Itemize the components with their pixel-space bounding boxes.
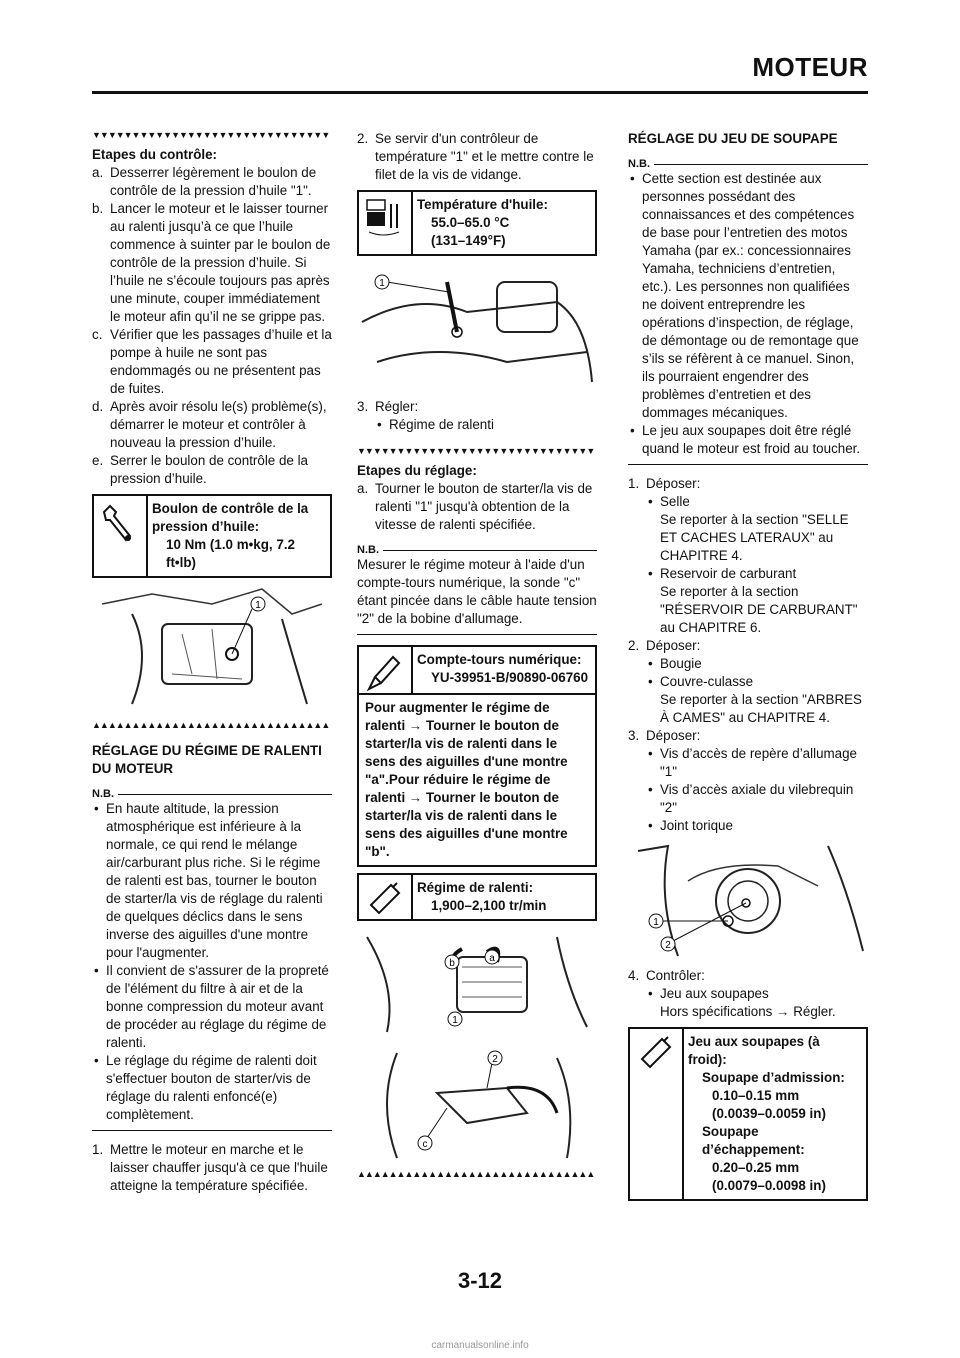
idle-spec-box [357, 873, 597, 921]
list-item: • Cette section est destinée aux personnes possédant des connaissances et des compétences de base pour l’entretien des motos Yamaha (par ex.: concessionnaires Yamaha, techniciens d’entretien, etc.). Les personnes non qualifiées ne doivent entreprendre les opérations d’inspection, de réglage, de démontage ou de remontage que s’ils se réfèrent à ce manuel. Sinon, ils pourraient engendrer des problèmes d’entretien et des dommages mécaniques. [630, 171, 859, 420]
nb-end-rule [357, 634, 597, 635]
section-title-idle: RÉGLAGE DU RÉGIME DE RALENTI DU MOTEUR [92, 743, 322, 776]
list-item: • En haute altitude, la pression atmosphérique est inférieure à la normale, ce qui rend le mélange air/carburant plus riche. Si le régime de ralenti est bas, tourner le bouton de starter/la vis de réglage du ralenti de quelques déclics dans le sens inverse des aiguilles d'une montre pour l'augmenter. [94, 801, 323, 960]
spec-label: Compte-tours numérique: [417, 652, 582, 667]
nb-label: N.B. [92, 788, 332, 800]
spec-value: 10 Nm (1.0 m•kg, 7.2 ft•lb) [166, 537, 295, 570]
wrench-icon [359, 875, 413, 919]
nb-end-rule [628, 464, 868, 465]
list-item: • Joint torique [648, 818, 733, 833]
callout-b: b [449, 958, 455, 969]
list-item: c. Vérifier que les passages d’huile et la pompe à huile ne sont pas endommagés ou ne présentent pas de fuites. [92, 327, 332, 396]
page-number: 3-12 [457, 1268, 503, 1293]
nb-label: N.B. [628, 158, 868, 170]
tachometer-probe-figure [357, 1043, 597, 1163]
valve-clearance-spec-box [628, 1027, 868, 1201]
spec-value: 0.20–0.25 mm [712, 1160, 800, 1175]
tool-spec-box [357, 645, 597, 695]
list-item: • Il convient de s'assurer de la propreté de l'élément du filtre à air et de la bonne compression du moteur avant de procéder au réglage du régime de ralenti. [94, 963, 329, 1050]
list-item: • Régime de ralenti [377, 417, 494, 432]
spec-label: Jeu aux soupapes (à froid): [688, 1034, 820, 1067]
watermark: carmanualsonline.info [431, 1340, 529, 1351]
nb-end-rule [92, 1130, 332, 1131]
oil-pressure-bolt-figure [92, 584, 332, 714]
wrench-icon [630, 1029, 684, 1199]
steps-end-marker: ▲▲▲▲▲▲▲▲▲▲▲▲▲▲▲▲▲▲▲▲▲▲▲▲▲▲▲▲▲▲ [357, 1169, 595, 1179]
steps-title: Etapes du réglage: [357, 463, 477, 478]
thermometer-icon [359, 192, 413, 254]
tool-icon [359, 647, 413, 693]
spec-value: 0.10–0.15 mm [712, 1088, 800, 1103]
list-item: e. Serrer le boulon de contrôle de la pression d’huile. [92, 453, 309, 486]
column-left [92, 130, 332, 1195]
adjustment-instructions: Pour augmenter le régime de ralenti → Tourner le bouton de starter/la vis de ralenti dans le sens des aiguilles d'une montre "a".Pour réduire le régime de ralenti → Tourner le bouton de starter/la vis de ralenti dans le sens des aiguilles d'une montre "b". [357, 695, 597, 867]
idle-screw-figure [357, 927, 597, 1037]
spec-label: Boulon de contrôle de la pression d’huile: [152, 501, 309, 534]
spec-value: 1,900–2,100 tr/min [431, 898, 547, 913]
list-item: 2. Déposer: [628, 638, 701, 653]
steps-start-marker: ▼▼▼▼▼▼▼▼▼▼▼▼▼▼▼▼▼▼▼▼▼▼▼▼▼▼▼▼▼▼ [357, 446, 595, 456]
list-item: 1. Mettre le moteur en marche et le laisser chauffer jusqu'à ce que l'huile atteigne la température spécifiée. [92, 1142, 328, 1193]
exhaust-label: Soupape d’échappement: [702, 1124, 805, 1157]
callout-2: 2 [665, 940, 671, 951]
list-item: • Selle Se reporter à la section "SELLE ET CACHES LATERAUX" au CHAPITRE 4. [648, 494, 849, 563]
list-item: • Couvre-culasse Se reporter à la section "ARBRES À CAMES" au CHAPITRE 4. [648, 674, 862, 725]
spec-value: (131–149°F) [431, 233, 506, 248]
list-item: • Jeu aux soupapes Hors spécifications → Régler. [648, 986, 836, 1019]
list-item: 4. Contrôler: [628, 968, 705, 983]
crankcase-figure [628, 841, 868, 961]
temperature-spec-box [357, 190, 597, 256]
wrench-icon [94, 496, 148, 576]
list-item: • Le jeu aux soupapes doit être réglé quand le moteur est froid au toucher. [630, 423, 861, 456]
nb-label: N.B. [357, 544, 597, 556]
oil-temperature-figure [357, 262, 597, 392]
list-item: • Vis d’accès de repère d’allumage "1" [648, 746, 858, 779]
list-item: a. Desserrer légèrement le boulon de contrôle de la pression d’huile "1". [92, 165, 317, 198]
column-middle [357, 130, 597, 1179]
section-title-valve: RÉGLAGE DU JEU DE SOUPAPE [628, 131, 838, 146]
list-item: • Bougie [648, 656, 702, 671]
torque-spec-box [92, 494, 332, 578]
page-title: MOTEUR [752, 52, 868, 82]
steps-title: Etapes du contrôle: [92, 147, 217, 162]
list-item: d. Après avoir résolu le(s) problème(s), démarrer le moteur et contrôler à nouveau la pression d’huile. [92, 399, 327, 450]
spec-label: Régime de ralenti: [417, 880, 534, 895]
list-item: a. Tourner le bouton de starter/la vis de ralenti "1" jusqu'à obtention de la vitesse de ralenti spécifiée. [357, 481, 593, 532]
steps-start-marker: ▼▼▼▼▼▼▼▼▼▼▼▼▼▼▼▼▼▼▼▼▼▼▼▼▼▼▼▼▼▼ [92, 130, 330, 140]
list-item: 1. Déposer: [628, 476, 701, 491]
callout-1: 1 [452, 1015, 458, 1026]
nb-text: Mesurer le régime moteur à l'aide d'un compte-tours numérique, la sonde "c" étant pincée dans le câble haute tension "2" de la bobine d'allumage. [357, 557, 597, 626]
list-item: • Reservoir de carburant Se reporter à la section "RÉSERVOIR DE CARBURANT" au CHAPITRE 6. [648, 566, 858, 635]
callout-c: c [422, 1139, 428, 1150]
intake-label: Soupape d’admission: [702, 1070, 845, 1085]
callout-1: 1 [379, 278, 385, 289]
callout-1: 1 [653, 917, 659, 928]
callout-2: 2 [492, 1054, 498, 1065]
list-item: • Le réglage du régime de ralenti doit s'effectuer bouton de starter/vis de réglage du ralenti enfoncé(e) complètement. [94, 1053, 317, 1122]
steps-end-marker: ▲▲▲▲▲▲▲▲▲▲▲▲▲▲▲▲▲▲▲▲▲▲▲▲▲▲▲▲▲▲ [92, 720, 330, 730]
spec-value: (0.0079–0.0098 in) [712, 1178, 826, 1193]
list-item: b. Lancer le moteur et le laisser tourner au ralenti jusqu’à ce que l’huile commence à suinter par le boulon de contrôle de la pression d’huile. Si l’huile ne s’écoule toujours pas après une minute, couper immédiatement le moteur afin qu’il ne se grippe pas. [92, 201, 331, 324]
list-item: 2. Se servir d'un contrôleur de température "1" et le mettre contre le filet de la vis de vidange. [357, 131, 594, 182]
callout-a: a [489, 953, 495, 964]
list-item: 3. Régler: [357, 399, 419, 414]
callout-1: 1 [255, 600, 261, 611]
spec-value: (0.0039–0.0059 in) [712, 1106, 826, 1121]
spec-value: YU-39951-B/90890-06760 [431, 670, 589, 685]
spec-value: 55.0–65.0 °C [431, 215, 510, 230]
list-item: • Vis d’accès axiale du vilebrequin "2" [648, 782, 854, 815]
title-rule [92, 91, 868, 94]
spec-label: Température d'huile: [417, 197, 548, 212]
list-item: 3. Déposer: [628, 728, 701, 743]
column-right [628, 130, 868, 1207]
